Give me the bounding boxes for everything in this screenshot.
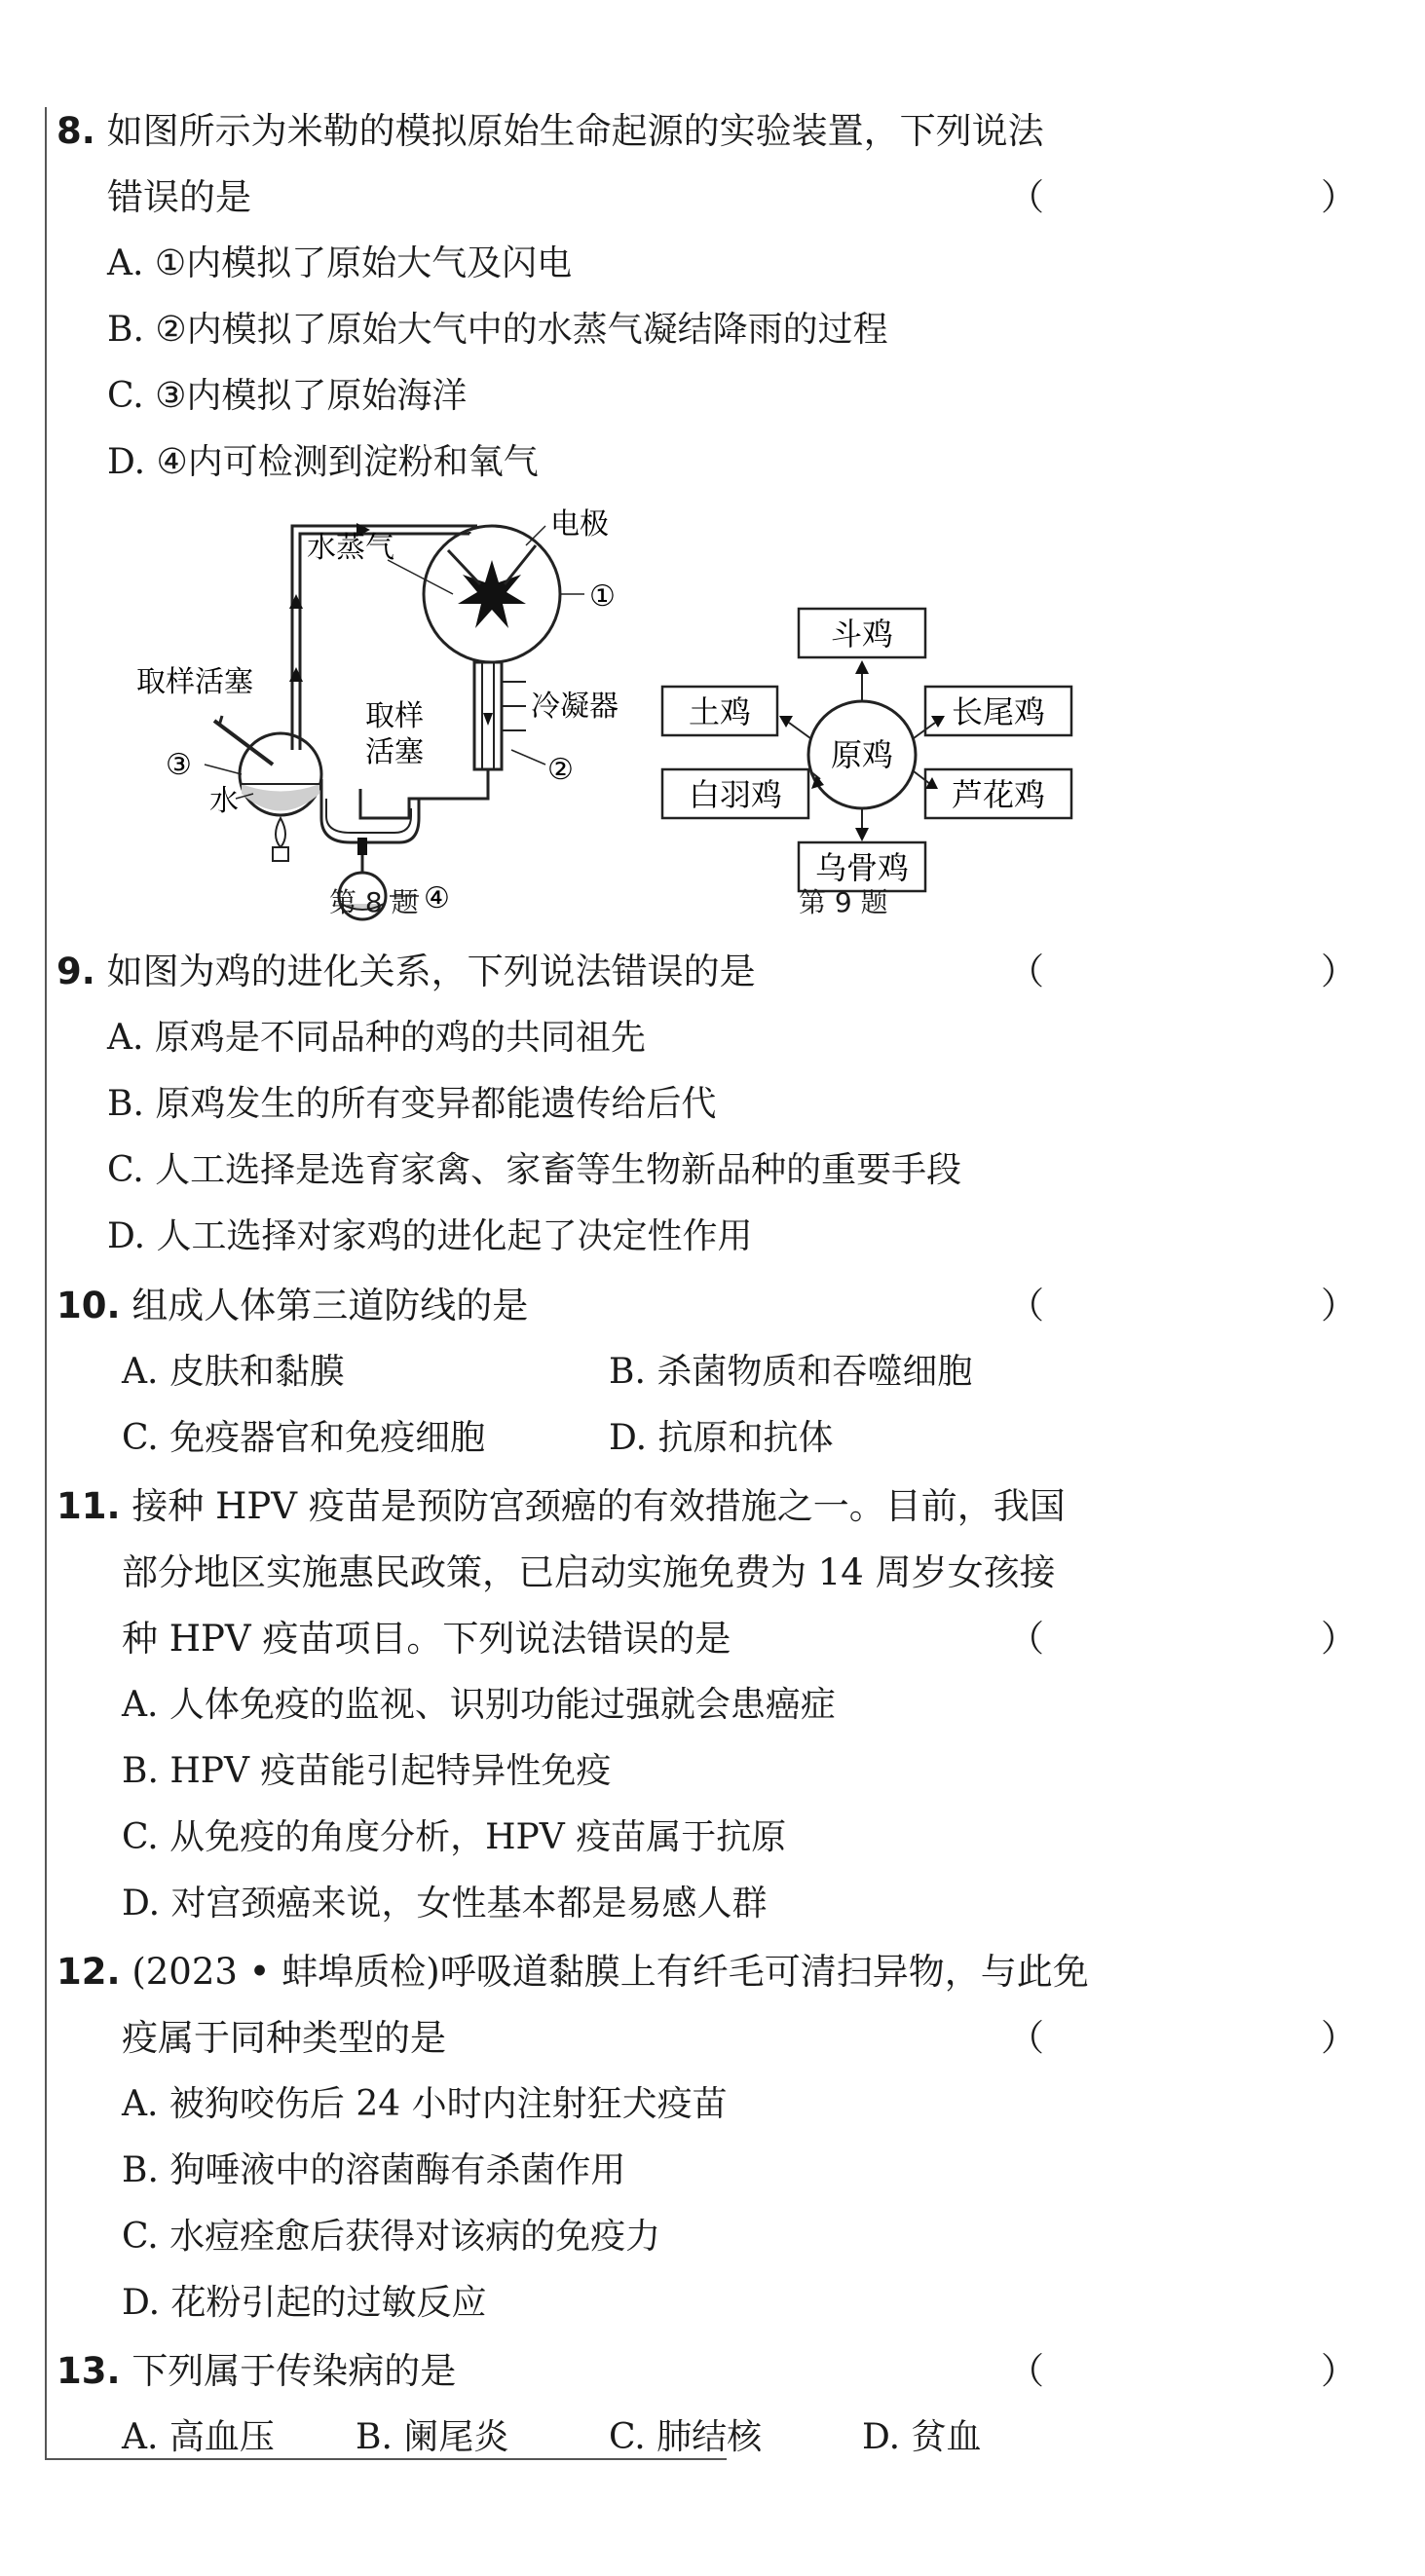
- q8-option-c: C. ③内模拟了原始海洋: [107, 376, 468, 416]
- figure-8-caption: 第 8 题: [329, 886, 419, 918]
- label-condenser: 冷凝器: [531, 690, 619, 724]
- q8-stem-text-1: 如图所示为米勒的模拟原始生命起源的实验装置，下列说法: [106, 110, 1044, 152]
- q12-option-b: B. 狗唾液中的溶菌酶有杀菌作用: [122, 2150, 626, 2190]
- q11-option-c: C. 从免疫的角度分析，HPV 疫苗属于抗原: [122, 1817, 787, 1857]
- q10-option-c: C. 免疫器官和免疫细胞: [122, 1418, 486, 1458]
- q12-option-a: A. 被狗咬伤后 24 小时内注射狂犬疫苗: [122, 2084, 728, 2124]
- label-sampling-valve-top: 取样活塞: [136, 665, 253, 699]
- label-water-vapor: 水蒸气: [307, 531, 394, 565]
- label-electrode: 电极: [550, 507, 609, 541]
- q11-answer-paren: （ ）: [1008, 1618, 1425, 1660]
- q13-option-a: A. 高血压: [122, 2417, 275, 2457]
- q12-stem-text-1: (2023 • 蚌埠质检)呼吸道黏膜上有纤毛可清扫异物，与此免: [131, 1951, 1089, 1993]
- chicken-evolution-diagram: [653, 604, 1081, 896]
- label-sampling-mid-1: 取样: [365, 699, 424, 733]
- node-center: 原鸡: [830, 736, 894, 773]
- q11-option-b: B. HPV 疫苗能引起特异性免疫: [122, 1751, 612, 1791]
- label-2: ②: [547, 753, 574, 787]
- q12-number: 12.: [56, 1951, 121, 1993]
- q11-stem-text-1: 接种 HPV 疫苗是预防宫颈癌的有效措施之一。目前，我国: [131, 1485, 1066, 1527]
- q13-option-c: C. 肺结核: [609, 2417, 763, 2457]
- q12-option-c: C. 水痘痊愈后获得对该病的免疫力: [122, 2217, 661, 2257]
- q12-stem-line2: 疫属于同种类型的是: [122, 2017, 446, 2059]
- left-margin-rule: [45, 107, 47, 2459]
- q10-option-d: D. 抗原和抗体: [609, 1418, 834, 1458]
- label-4: ④: [424, 881, 450, 915]
- q9-option-b: B. 原鸡发生的所有变异都能遗传给后代: [107, 1084, 717, 1124]
- q13-stem-text: 下列属于传染病的是: [131, 2350, 457, 2392]
- miller-apparatus-diagram: [127, 506, 633, 915]
- label-water: 水: [209, 784, 239, 818]
- q11-option-d: D. 对宫颈癌来说，女性基本都是易感人群: [122, 1884, 768, 1923]
- q8-answer-paren: （ ）: [1008, 176, 1425, 218]
- q10-number: 10.: [56, 1285, 121, 1326]
- q10-stem-text: 组成人体第三道防线的是: [131, 1285, 529, 1326]
- q9-answer-paren: （ ）: [1008, 951, 1425, 992]
- q13-answer-paren: （ ）: [1008, 2350, 1425, 2392]
- node-right-upper: 长尾鸡: [951, 693, 1046, 730]
- q9-option-a: A. 原鸡是不同品种的鸡的共同祖先: [107, 1018, 646, 1058]
- q11-stem-line2: 部分地区实施惠民政策，已启动实施免费为 14 周岁女孩接: [122, 1551, 1056, 1593]
- q9-option-d: D. 人工选择对家鸡的进化起了决定性作用: [107, 1216, 753, 1256]
- q11-stem-line3: 种 HPV 疫苗项目。下列说法错误的是: [122, 1618, 731, 1660]
- node-right-lower: 芦花鸡: [951, 776, 1046, 813]
- q8-option-d: D. ④内可检测到淀粉和氧气: [107, 442, 539, 482]
- q11-number: 11.: [56, 1485, 121, 1527]
- node-top: 斗鸡: [830, 616, 894, 653]
- q8-stem-line1: [56, 109, 1044, 154]
- node-bottom: 乌骨鸡: [814, 849, 910, 886]
- q13-stem-line: [56, 2349, 456, 2394]
- q10-option-a: A. 皮肤和黏膜: [122, 1352, 345, 1392]
- q9-option-c: C. 人工选择是选育家禽、家畜等生物新品种的重要手段: [107, 1150, 962, 1190]
- q10-answer-paren: （ ）: [1008, 1285, 1425, 1326]
- label-1: ①: [589, 579, 616, 614]
- q9-stem-line: [56, 950, 756, 994]
- q8-option-b: B. ②内模拟了原始大气中的水蒸气凝结降雨的过程: [107, 310, 888, 350]
- node-left-lower: 白羽鸡: [688, 776, 783, 813]
- q12-answer-paren: （ ）: [1008, 2017, 1425, 2059]
- figure-9-caption: 第 9 题: [799, 886, 888, 918]
- q9-number: 9.: [56, 951, 95, 992]
- q8-stem-line2: 错误的是: [107, 176, 251, 218]
- q9-stem-text: 如图为鸡的进化关系，下列说法错误的是: [106, 951, 756, 992]
- q10-stem-line: [56, 1284, 528, 1328]
- label-sampling-mid-2: 活塞: [365, 735, 424, 769]
- q10-option-b: B. 杀菌物质和吞噬细胞: [609, 1352, 973, 1392]
- q11-option-a: A. 人体免疫的监视、识别功能过强就会患癌症: [122, 1685, 836, 1725]
- q11-stem-line1: [56, 1484, 1066, 1529]
- q12-stem-line1: [56, 1950, 1089, 1995]
- q12-option-d: D. 花粉引起的过敏反应: [122, 2283, 487, 2323]
- q8-option-a: A. ①内模拟了原始大气及闪电: [107, 243, 573, 283]
- q13-option-d: D. 贫血: [862, 2417, 982, 2457]
- q13-number: 13.: [56, 2350, 121, 2392]
- node-left-upper: 土鸡: [688, 693, 752, 730]
- q8-number: 8.: [56, 110, 95, 152]
- label-3: ③: [166, 748, 192, 782]
- q13-option-b: B. 阑尾炎: [356, 2417, 509, 2457]
